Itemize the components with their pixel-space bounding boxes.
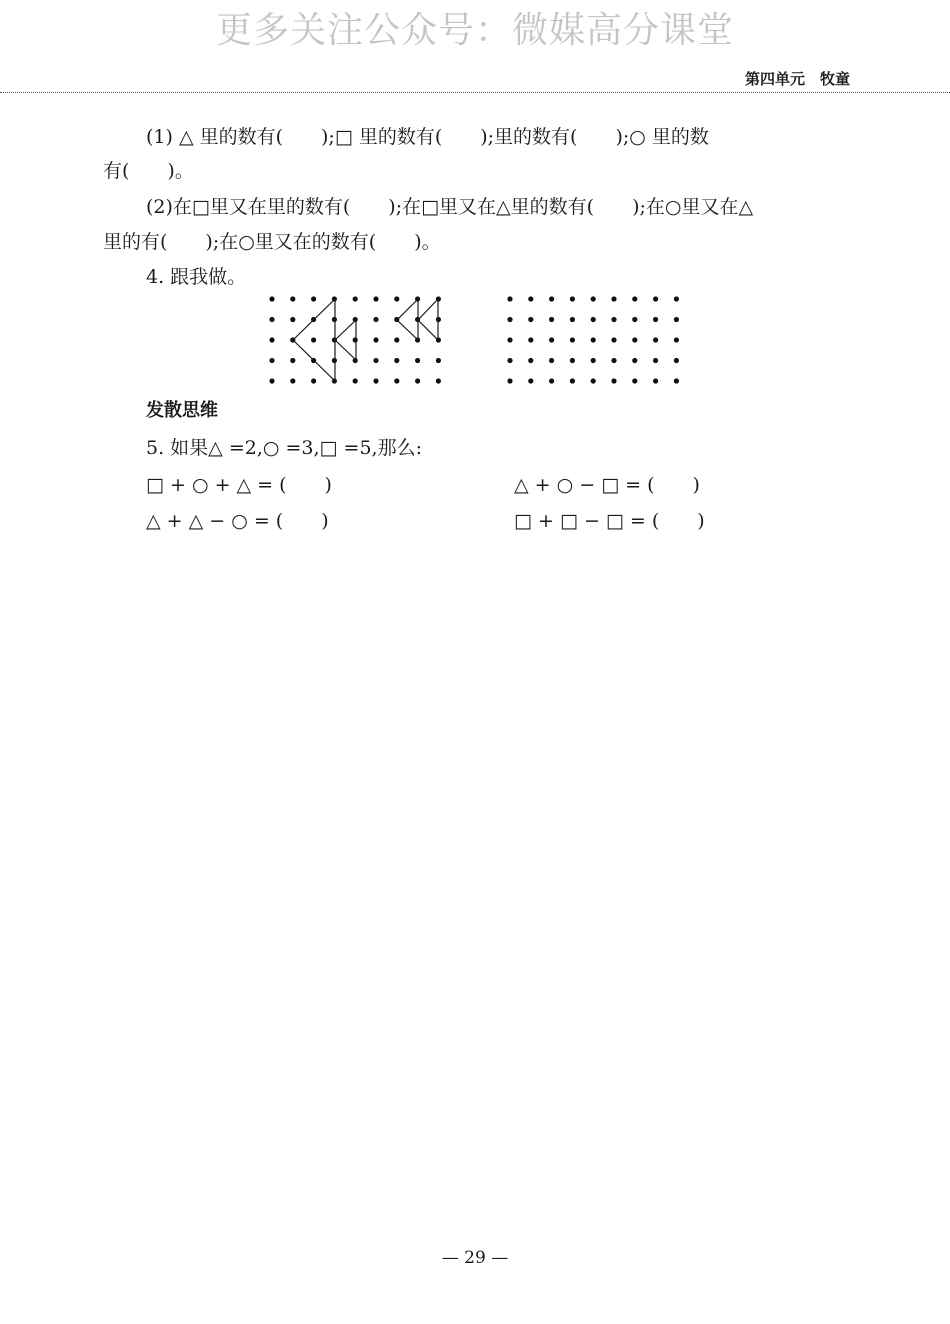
grid-dot [373,358,378,363]
grid-dot [528,378,533,383]
example-dot-grid [262,290,452,390]
left-dots [269,296,441,383]
practice-dot-grid[interactable] [500,290,690,390]
grid-dot [332,317,337,322]
grid-dot [570,337,575,342]
equation-4: □ + □ − □ = ( ) [514,510,705,532]
grid-dot [674,317,679,322]
grid-dot [394,337,399,342]
question-5-intro: 5. 如果△ =2,○ =3,□ =5,那么: [146,437,422,459]
question-1-line-1: (1) △ 里的数有( );□ 里的数有( );里的数有( );○ 里的数 [146,126,709,148]
grid-dot [528,296,533,301]
equation-2: △ + ○ − □ = ( ) [514,474,700,496]
grid-dot [653,337,658,342]
grid-dot [632,378,637,383]
grid-dot [653,358,658,363]
grid-dot [436,358,441,363]
grid-dot [507,378,512,383]
grid-dot [353,378,358,383]
grid-dot [632,358,637,363]
grid-dot [415,378,420,383]
grid-dot [332,358,337,363]
small-triangle-right-b [418,299,438,340]
grid-dot [290,378,295,383]
grid-dot [549,358,554,363]
grid-dot [269,317,274,322]
grid-dot [674,358,679,363]
grid-dot [611,358,616,363]
grid-dot [549,378,554,383]
grid-dot [674,378,679,383]
grid-dot [290,296,295,301]
grid-dot [269,296,274,301]
question-2-line-1: (2)在□里又在里的数有( );在□里又在△里的数有( );在○里又在△ [146,196,754,218]
grid-dot [528,317,533,322]
grid-dot [373,296,378,301]
grid-dot [591,296,596,301]
grid-dot [269,358,274,363]
grid-dot [507,358,512,363]
grid-dot [570,378,575,383]
equation-1: □ + ○ + △ = ( ) [146,474,332,496]
grid-dot [549,337,554,342]
small-triangle-right-a [397,299,418,340]
watermark: 更多关注公众号：微媒高分课堂 [215,10,734,51]
grid-dot [632,296,637,301]
equation-3: △ + △ − ○ = ( ) [146,510,329,532]
grid-dot [311,296,316,301]
grid-dot [653,378,658,383]
grid-dot [570,317,575,322]
question-4-label: 4. 跟我做。 [146,266,247,288]
grid-dot [591,317,596,322]
question-2-line-2: 里的有( );在○里又在的数有( )。 [103,231,441,253]
grid-dot [653,317,658,322]
grid-dot [674,337,679,342]
grid-dot [528,337,533,342]
grid-dot [394,296,399,301]
grid-dot [290,358,295,363]
grid-dot [591,378,596,383]
grid-dot [611,296,616,301]
grid-dot [632,317,637,322]
grid-dot [394,358,399,363]
question-1-line-2: 有( )。 [103,160,194,182]
grid-dot [436,378,441,383]
grid-dot [570,358,575,363]
grid-dot [507,317,512,322]
grid-dot [653,296,658,301]
grid-dot [373,317,378,322]
unit-header: 第四单元 牧童 [744,70,850,88]
grid-dot [507,337,512,342]
grid-dot [591,337,596,342]
page-number: — 29 — [441,1248,509,1268]
grid-dot [611,378,616,383]
grid-dot [290,317,295,322]
grid-dot [570,296,575,301]
grid-dot [269,337,274,342]
grid-dot [415,358,420,363]
grid-dot [632,337,637,342]
grid-dot [549,296,554,301]
section-title: 发散思维 [146,400,218,421]
right-dots [507,296,679,383]
grid-dot [591,358,596,363]
grid-dot [353,296,358,301]
grid-dot [373,378,378,383]
grid-dot [311,378,316,383]
grid-dot [549,317,554,322]
grid-dot [353,337,358,342]
grid-dot [394,378,399,383]
grid-dot [311,337,316,342]
grid-dot [528,358,533,363]
grid-dot [674,296,679,301]
grid-dot [507,296,512,301]
header-divider [0,92,950,93]
grid-dot [611,337,616,342]
grid-dot [611,317,616,322]
grid-dot [373,337,378,342]
grid-dot [269,378,274,383]
